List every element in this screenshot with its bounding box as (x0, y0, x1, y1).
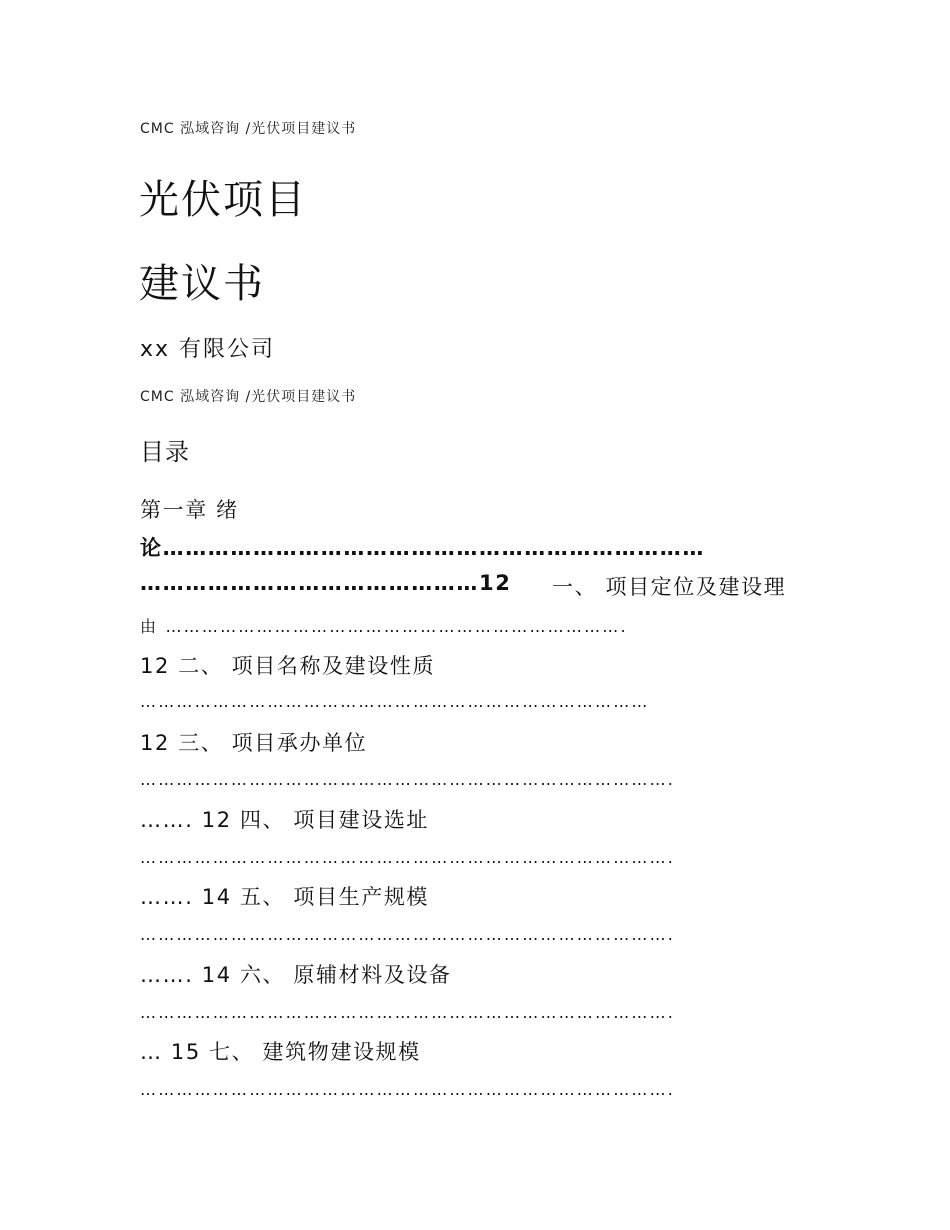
toc-line: 由 …………………………………………………………………. (140, 617, 628, 636)
toc-line: ………………………………………………………………………… (140, 692, 650, 711)
toc-line: ……. 12 四、 项目建设选址 (140, 808, 430, 832)
company-name: xx 有限公司 (140, 337, 276, 362)
toc-title: 目录 (140, 438, 190, 466)
toc-line: 一、 项目定位及建设理 (552, 575, 787, 599)
toc-line: ……. 14 六、 原辅材料及设备 (140, 963, 452, 987)
running-header-2: CMC 泓域咨询 /光伏项目建议书 (140, 389, 357, 405)
document-title-line1: 光伏项目 (139, 177, 307, 223)
toc-line: 12 二、 项目名称及建设性质 (140, 654, 436, 678)
toc-line: ………………………………………12 (140, 571, 512, 595)
document-title-line2: 建议书 (139, 261, 265, 307)
running-header: CMC 泓域咨询 /光伏项目建议书 (140, 121, 357, 137)
toc-line: … 15 七、 建筑物建设规模 (140, 1040, 421, 1064)
toc-line: ……………………………………………………………………………. (140, 925, 676, 944)
toc-line: 12 三、 项目承办单位 (140, 731, 368, 755)
toc-line: ……………………………………………………………………………. (140, 1003, 676, 1022)
toc-line: ……. 14 五、 项目生产规模 (140, 885, 430, 909)
toc-line: 论……………………………………………………………… (140, 536, 705, 560)
toc-line: 第一章 绪 (140, 498, 239, 522)
toc-line: ……………………………………………………………………………. (140, 848, 676, 867)
toc-line: ……………………………………………………………………………. (140, 1080, 676, 1099)
toc-line: ……………………………………………………………………………. (140, 770, 676, 789)
